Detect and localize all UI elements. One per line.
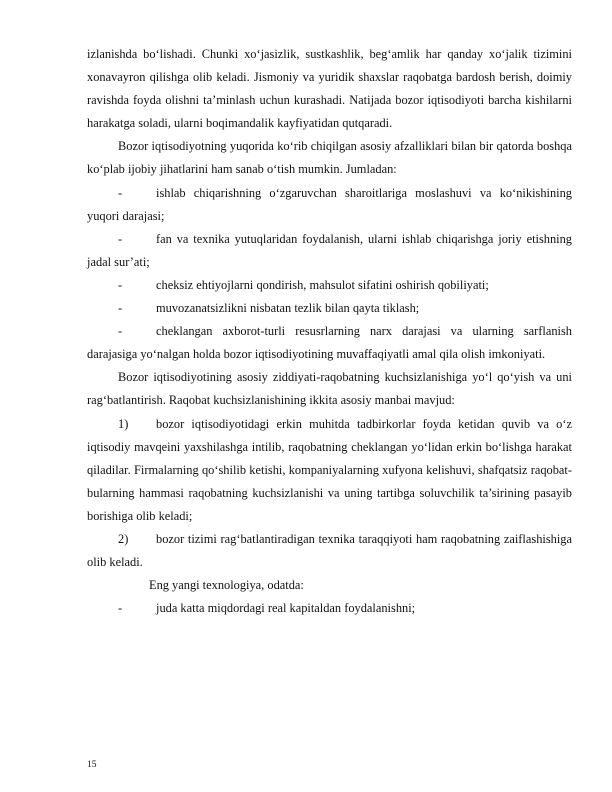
list-item bbox=[87, 228, 572, 274]
list-marker: - bbox=[118, 231, 123, 246]
list-marker: - bbox=[118, 185, 123, 200]
list-item bbox=[87, 528, 572, 574]
body-text bbox=[87, 43, 572, 620]
list-item bbox=[87, 274, 572, 297]
list-item-text: ishlab chiqarishning o‘zgaruvchan sharoitlariga moslashuvi va ko‘nikishining yuqori darajasi; bbox=[87, 185, 572, 223]
list-marker: - bbox=[118, 324, 123, 339]
list-item-text: juda katta miqdordagi real kapitaldan foydalanishni; bbox=[156, 601, 416, 616]
paragraph: Bozor iqtisodiyotning yuqorida ko‘rib chiqilgan asosiy afzalliklari bilan bir qatorda boshqa ko‘plab ijobiy jihatlarini ham sanab o‘tish mumkin. Jumladan: bbox=[87, 139, 572, 177]
list-item-text: cheklangan axborot-turli resusrlarning narx darajasi va ularning sarflanish darajasiga yo‘nalgan holda bozor iqtisodiyotining muvaffaqiyatli amal qila olish imkoniyati. bbox=[87, 324, 572, 362]
list-item bbox=[87, 297, 572, 320]
list-marker: - bbox=[118, 301, 123, 316]
list-marker: 2) bbox=[118, 531, 129, 546]
list-item-text: muvozanatsizlikni nisbatan tezlik bilan qayta tiklash; bbox=[156, 301, 420, 316]
list-item bbox=[87, 413, 572, 528]
list-item bbox=[87, 597, 572, 620]
list-item-text: cheksiz ehtiyojlarni qondirish, mahsulot sifatini oshirish qobiliyati; bbox=[156, 277, 489, 292]
list-item bbox=[87, 320, 572, 366]
list-item-text: bozor tizimi rag‘batlantiradigan texnika taraqqiyoti ham raqobatning zaiflashishiga olib keladi. bbox=[87, 531, 572, 570]
list-item bbox=[87, 182, 572, 228]
paragraph: izlanishda bo‘lishadi. Chunki xo‘jasizlik, sustkashlik, beg‘amlik har qanday xo‘jalik tizimini xonavayron qilishga olib keladi. Jismoniy va yuridik shaxslar raqobatga bardosh berish, doimiy ravishda foyda olishni ta’minlash uchun kurashadi. Natijada bozor iqtisodiyoti barcha kishilarni harakatga soladi, ularni boqimandalik kayfiyatidan qutqaradi. bbox=[87, 47, 572, 131]
list-marker: - bbox=[118, 601, 123, 616]
list-marker: 1) bbox=[118, 416, 129, 431]
page-number: 15 bbox=[87, 760, 97, 770]
paragraph: Bozor iqtisodiyotining asosiy ziddiyati-raqobatning kuchsizlanishiga yo‘l qo‘yish va uni rag‘batlantirish. Raqobat kuchsizlanishining ikkita asosiy manbai mavjud: bbox=[87, 370, 572, 408]
list-marker: - bbox=[118, 277, 123, 292]
list-item-text: bozor iqtisodiyotidagi erkin muhitda tadbirkorlar foyda ketidan quvib va o‘z iqtisodiy mavqeini yaxshilashga intilib, raqobatning cheklangan yo‘lidan erkin bo‘lishga harakat qiladilar. Firmalarning qo‘shilib ketishi, kompaniyalarning xufyona kelishuvi, shafqatsiz raqobat-bularning hammasi raqobatning kuchsizlanishi va uning tartibga soluvchilik ta’sirining pasayib borishiga olib keladi; bbox=[87, 416, 572, 523]
paragraph: Eng yangi texnologiya, odatda: bbox=[149, 578, 304, 593]
list-item-text: fan va texnika yutuqlaridan foydalanish, ularni ishlab chiqarishga joriy etishning jadal sur’ati; bbox=[87, 231, 572, 269]
